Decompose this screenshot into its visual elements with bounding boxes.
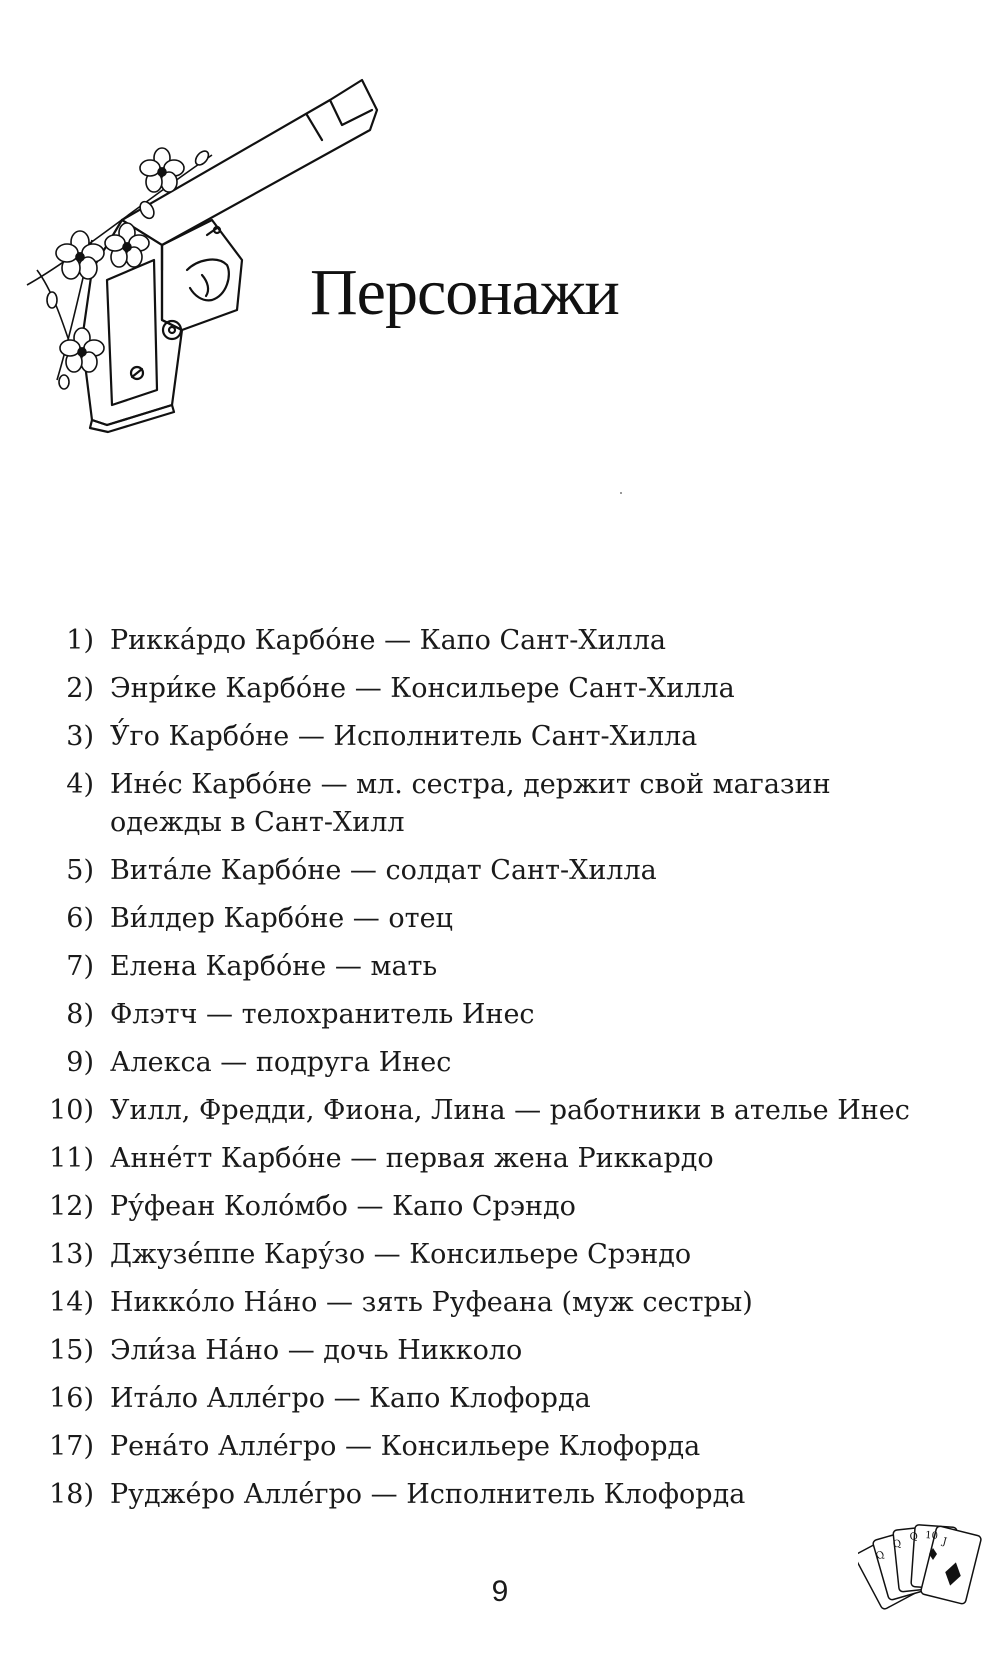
list-item-number: 2)	[66, 673, 94, 704]
list-item	[40, 1236, 940, 1274]
list-item-number: 12)	[49, 1191, 94, 1222]
playing-cards-illustration	[858, 1520, 988, 1640]
list-item	[40, 718, 940, 756]
list-item-number: 15)	[49, 1335, 94, 1366]
list-item-number: 16)	[49, 1383, 94, 1414]
list-item-text: Рена́то Алле́гро — Консильере Клофорда	[110, 1431, 701, 1462]
list-item	[40, 670, 940, 708]
list-item-text: Эли́за На́но — дочь Никколо	[110, 1335, 523, 1366]
list-item	[40, 1188, 940, 1226]
list-item-text: Ру́феан Коло́мбо — Капо Срэндо	[110, 1191, 576, 1222]
page-title: Персонажи	[310, 256, 619, 329]
page-number: 9	[491, 1575, 509, 1608]
list-item-number: 1)	[66, 625, 94, 656]
list-item-number: 11)	[49, 1143, 94, 1174]
svg-text:10: 10	[924, 1530, 939, 1542]
svg-text:Q: Q	[909, 1531, 919, 1543]
list-item-text: Уилл, Фредди, Фиона, Лина — работники в ателье Инес	[110, 1095, 910, 1126]
characters-list	[40, 622, 940, 1524]
list-item-text: Рикка́рдо Карбо́не — Капо Сант-Хилла	[110, 625, 666, 656]
list-item	[40, 1332, 940, 1370]
list-item	[40, 1140, 940, 1178]
list-item-text: Вита́ле Карбо́не — солдат Сант-Хилла	[110, 855, 657, 886]
list-item-text: Ита́ло Алле́гро — Капо Клофорда	[110, 1383, 591, 1414]
svg-text:Q: Q	[891, 1538, 903, 1551]
list-item-number: 7)	[66, 951, 94, 982]
list-item	[40, 1284, 940, 1322]
list-item	[40, 1380, 940, 1418]
list-item	[40, 1092, 940, 1130]
list-item-number: 8)	[66, 999, 94, 1030]
list-item	[40, 996, 940, 1034]
list-item-text: Ви́лдер Карбо́не — отец	[110, 903, 453, 934]
list-item	[40, 1428, 940, 1466]
list-item-number: 6)	[66, 903, 94, 934]
list-item-text: Руджéро Алле́гро — Исполнитель Клофорда	[110, 1479, 746, 1510]
list-item-number: 14)	[49, 1287, 94, 1318]
list-item-text: Анне́тт Карбо́не — первая жена Риккардо	[110, 1143, 714, 1174]
list-item-text: Алекса — подруга Инес	[110, 1047, 452, 1078]
list-item	[40, 900, 940, 938]
list-item	[40, 1044, 940, 1082]
list-item-number: 4)	[66, 769, 94, 800]
list-item	[40, 948, 940, 986]
list-item	[40, 1476, 940, 1514]
list-item-text: Энри́ке Карбо́не — Консильере Сант-Хилла	[110, 673, 735, 704]
list-item-text: Флэтч — телохранитель Инес	[110, 999, 535, 1030]
svg-text:Q: Q	[874, 1549, 887, 1563]
list-item	[40, 852, 940, 890]
list-item	[40, 622, 940, 660]
list-item	[40, 766, 940, 842]
list-item-text: Джузе́ппе Кару́зо — Консильере Срэндо	[110, 1239, 692, 1270]
list-item-number: 3)	[66, 721, 94, 752]
list-item-text: Елена Карбо́не — мать	[110, 951, 438, 982]
list-item-number: 10)	[49, 1095, 94, 1126]
print-speck	[620, 492, 622, 494]
svg-text:J: J	[941, 1536, 948, 1548]
list-item-text: Никко́ло На́но — зять Руфеана (муж сестры)	[110, 1287, 753, 1318]
list-item-text: Ине́с Карбо́не — мл. сестра, держит свой магазин одежды в Сант-Хилл	[110, 769, 831, 838]
list-item-number: 5)	[66, 855, 94, 886]
list-item-number: 9)	[66, 1047, 94, 1078]
list-item-number: 13)	[49, 1239, 94, 1270]
list-item-text: У́го Карбо́не — Исполнитель Сант-Хилла	[110, 721, 698, 752]
list-item-number: 17)	[49, 1431, 94, 1462]
list-item-number: 18)	[49, 1479, 94, 1510]
